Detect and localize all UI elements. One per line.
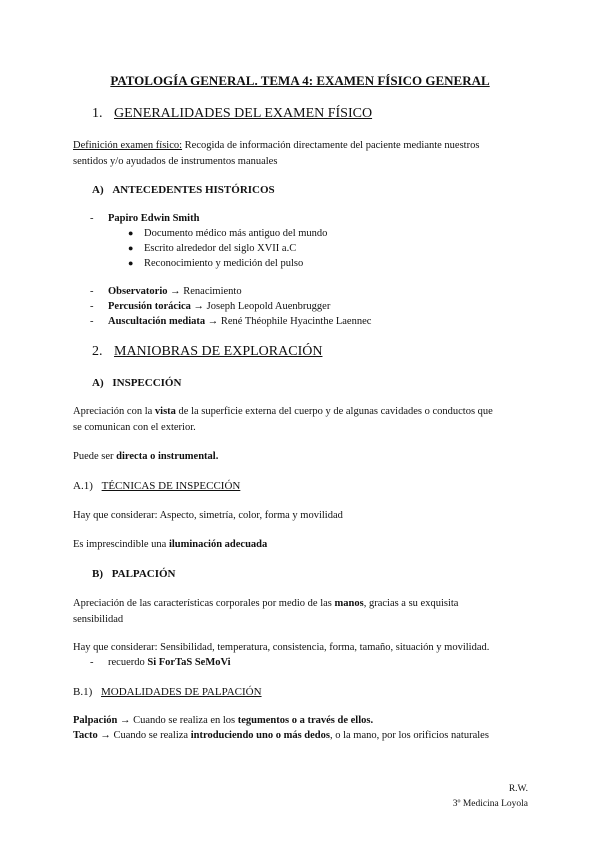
list-item-title: Percusión torácica	[108, 301, 191, 312]
text: de la superficie externa del cuerpo y de algunas cavidades o conductos que	[175, 406, 493, 417]
arrow-icon: →	[97, 730, 114, 741]
list-item-title: Papiro Edwin Smith	[108, 213, 200, 224]
text: , gracias a su exquisita	[363, 598, 459, 609]
bold-text: tegumentos o a través de ellos.	[237, 715, 374, 726]
section-1-heading	[92, 106, 372, 122]
bullet-text: Escrito alrededor del siglo XVII a.C	[144, 243, 297, 254]
page-title: PATOLOGÍA GENERAL. TEMA 4: EXAMEN FÍSICO GENERAL	[110, 73, 490, 88]
paragraph-considerar: Hay que considerar: Aspecto, simetría, color, forma y movilidad	[73, 510, 343, 521]
subsection-title: PALPACIÓN	[111, 568, 176, 580]
subsection-label: A)	[92, 184, 104, 196]
list-item-text: Renacimiento	[183, 286, 242, 297]
subsubsection-tecnicas	[73, 480, 240, 492]
text: Puede ser	[73, 451, 117, 462]
dash-bullet: -	[90, 657, 94, 668]
list-item-title: Auscultación mediata	[108, 316, 206, 327]
arrow-icon: →	[205, 316, 221, 327]
bullet-dot-icon: ●	[128, 228, 134, 238]
paragraph-palpacion-1	[73, 598, 458, 609]
footer-course: 3º Medicina Loyola	[452, 799, 528, 809]
text: Cuando se realiza en los	[133, 715, 238, 726]
arrow-icon: →	[117, 715, 134, 726]
paragraph-inspeccion-tipo	[73, 451, 218, 462]
bullet-point	[128, 243, 296, 254]
bold-text: Palpación	[73, 715, 118, 726]
subsection-title: INSPECCIÓN	[112, 377, 182, 389]
subsubsection-label: B.1)	[73, 686, 93, 698]
bold-text: directa o instrumental.	[116, 451, 219, 462]
subsubsection-title: TÉCNICAS DE INSPECCIÓN	[101, 480, 241, 492]
bold-text: iluminación adecuada	[168, 539, 268, 550]
paragraph-palpacion-2: sensibilidad	[73, 614, 124, 625]
paragraph-inspeccion-1	[73, 406, 493, 417]
subsection-inspeccion	[92, 377, 181, 389]
dash-bullet: -	[90, 301, 94, 312]
bold-text: manos	[334, 598, 364, 609]
list-item	[90, 316, 371, 327]
text: Es imprescindible una	[73, 539, 169, 550]
dash-bullet: -	[90, 213, 94, 224]
text: recuerdo	[108, 657, 148, 668]
paragraph-inspeccion-2: se comunican con el exterior.	[73, 422, 196, 433]
text: Cuando se realiza	[113, 730, 191, 741]
section-2-number: 2.	[92, 344, 103, 359]
bullet-dot-icon: ●	[128, 243, 134, 253]
tacto-definition	[73, 730, 489, 741]
footer-initials: R.W.	[508, 784, 528, 794]
dash-bullet: -	[90, 286, 94, 297]
bullet-text: Documento médico más antiguo del mundo	[144, 228, 328, 239]
subsection-palpacion	[92, 568, 176, 580]
subsection-label: B)	[92, 568, 103, 580]
bold-text: introduciendo uno o más dedos	[190, 730, 330, 741]
arrow-icon: →	[190, 301, 207, 312]
palpacion-definition	[73, 715, 373, 726]
bullet-point	[128, 258, 303, 269]
list-item	[90, 286, 242, 297]
bold-text: vista	[154, 406, 176, 417]
paragraph-iluminacion	[73, 539, 267, 550]
dash-bullet: -	[90, 316, 94, 327]
definition-text-1: Recogida de información directamente del paciente mediante nuestros	[182, 140, 480, 151]
subsubsection-modalidades	[73, 686, 262, 698]
text: Apreciación con la	[73, 406, 155, 417]
bullet-dot-icon: ●	[128, 258, 134, 268]
list-item-title: Observatorio	[108, 286, 168, 297]
paragraph-palpacion-considerar: Hay que considerar: Sensibilidad, temperatura, consistencia, forma, tamaño, situación y movilidad.	[73, 642, 490, 653]
subsection-title: ANTECEDENTES HISTÓRICOS	[112, 184, 275, 196]
list-item-papiro	[90, 213, 199, 224]
subsubsection-title: MODALIDADES DE PALPACIÓN	[101, 686, 262, 698]
definition-line-2: sentidos y/o ayudados de instrumentos manuales	[73, 156, 278, 167]
bold-text: Tacto	[73, 730, 98, 741]
list-item-text: Joseph Leopold Auenbrugger	[206, 301, 331, 312]
arrow-icon: →	[167, 286, 184, 297]
section-2-title: MANIOBRAS DE EXPLORACIÓN	[114, 344, 323, 359]
bullet-text: Reconocimiento y medición del pulso	[144, 258, 304, 269]
mnemonic-line	[90, 657, 231, 668]
list-item	[90, 301, 330, 312]
section-1-title: GENERALIDADES DEL EXAMEN FÍSICO	[114, 106, 373, 121]
bullet-point	[128, 228, 327, 239]
mnemonic-text: Si ForTaS SeMoVi	[147, 657, 231, 668]
subsection-label: A)	[92, 377, 104, 389]
subsection-antecedentes	[92, 184, 275, 196]
text: , o la mano, por los orificios naturales	[329, 730, 489, 741]
list-item-text: René Théophile Hyacinthe Laennec	[220, 316, 372, 327]
subsubsection-label: A.1)	[73, 480, 93, 492]
definition-label: Definición examen físico:	[73, 140, 183, 151]
section-2-heading	[92, 344, 322, 360]
text: Apreciación de las características corporales por medio de las	[73, 598, 335, 609]
section-1-number: 1.	[92, 106, 103, 121]
definition-line-1	[73, 140, 479, 151]
